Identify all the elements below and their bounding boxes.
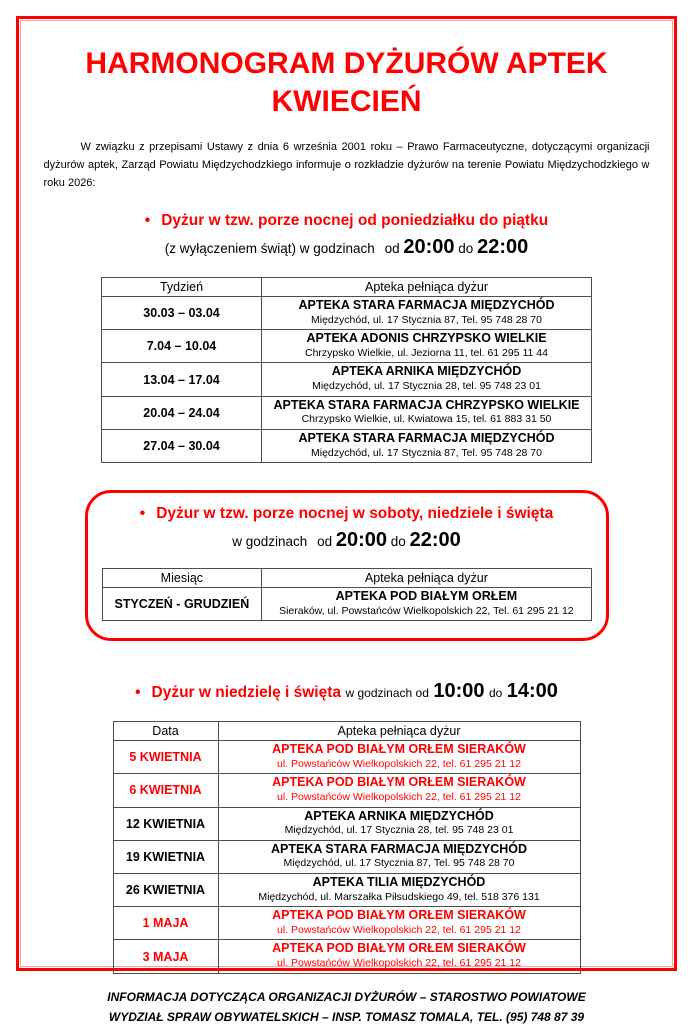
pharmacy-address: ul. Powstańców Wielkopolskich 22, tel. 61 295 21 12: [277, 790, 521, 803]
time-to: 22:00: [477, 236, 529, 259]
pharmacy-address: Międzychód, ul. 17 Stycznia 28, tel. 95 748 23 01: [312, 380, 541, 393]
time-from: 20:00: [403, 236, 455, 259]
table-header-row: [102, 278, 592, 297]
bullet-icon: •: [144, 212, 151, 230]
pharmacy-cell: [262, 297, 592, 330]
hours-phrase: w godzinach od: [345, 686, 429, 701]
hours-prefix: (z wyłączeniem świąt) w godzinach: [164, 241, 375, 257]
pharmacy-address: ul. Powstańców Wielkopolskich 22, tel. 61 295 21 12: [277, 757, 521, 770]
pharmacy-name: APTEKA STARA FARMACJA MIĘDZYCHÓD: [298, 430, 555, 445]
section-weekend-night-heading: [102, 505, 592, 523]
weekend-night-duty-box: [85, 490, 609, 641]
pharmacy-address: Chrzypsko Wielkie, ul. Jeziorna 11, tel. 61 295 11 44: [305, 346, 548, 359]
duty-date-cell: 27.04 – 30.04: [102, 429, 262, 462]
column-header-pharmacy: Apteka pełniąca dyżur: [262, 568, 591, 587]
section-weekend-night-hours: [102, 527, 592, 555]
pharmacy-name: APTEKA POD BIAŁYM ORŁEM: [335, 588, 518, 603]
sunday-duty-table: [113, 721, 581, 974]
pharmacy-name: APTEKA ADONIS CHRZYPSKO WIELKIE: [306, 331, 547, 346]
footer-contact-info: [28, 987, 665, 1027]
od-label: od: [317, 533, 333, 549]
column-header-pharmacy: Apteka pełniąca dyżur: [218, 722, 580, 741]
pharmacy-address: Sieraków, ul. Powstańców Wielkopolskich 22, Tel. 61 295 21 12: [279, 604, 574, 617]
footer-line1: INFORMACJA DOTYCZĄCA ORGANIZACJI DYŻURÓW – STAROSTWO POWIATOWE: [107, 989, 586, 1004]
page-title: [28, 45, 665, 122]
section-weekday-night-heading-text: Dyżur w tzw. porze nocnej od poniedziałku do piątku: [161, 212, 549, 230]
page-content: [28, 20, 665, 1027]
table-row: [102, 330, 592, 363]
column-header-date: Data: [113, 722, 218, 741]
time-to: 14:00: [506, 680, 558, 703]
column-header-month: Miesiąc: [102, 568, 262, 587]
duty-date-cell: 26 KWIETNIA: [113, 874, 218, 907]
pharmacy-name: APTEKA ARNIKA MIĘDZYCHÓD: [331, 364, 522, 379]
table-row: [113, 741, 580, 774]
duty-date-cell: 7.04 – 10.04: [102, 330, 262, 363]
pharmacy-name: APTEKA TILIA MIĘDZYCHÓD: [312, 875, 486, 890]
pharmacy-cell: [262, 330, 592, 363]
duty-date-cell: STYCZEŃ - GRUDZIEŃ: [102, 587, 262, 620]
page-title-line1: HARMONOGRAM DYŻURÓW APTEK: [85, 47, 608, 80]
duty-date-cell: 20.04 – 24.04: [102, 396, 262, 429]
duty-date-cell: 12 KWIETNIA: [113, 807, 218, 840]
table-header-row: [102, 568, 591, 587]
table-row: [113, 940, 580, 973]
pharmacy-cell: [218, 840, 580, 873]
pharmacy-cell: [218, 907, 580, 940]
do-label: do: [488, 686, 503, 701]
pharmacy-address: Międzychód, ul. 17 Stycznia 87, Tel. 95 748 28 70: [283, 857, 515, 870]
weekday-night-duty-table: [101, 277, 592, 463]
table-row: [113, 874, 580, 907]
pharmacy-name: APTEKA STARA FARMACJA MIĘDZYCHÓD: [298, 298, 555, 313]
table-row: [102, 363, 592, 396]
table-header-row: [113, 722, 580, 741]
pharmacy-address: Międzychód, ul. 17 Stycznia 87, Tel. 95 748 28 70: [311, 313, 542, 326]
hours-prefix: w godzinach: [232, 533, 308, 549]
pharmacy-address: ul. Powstańców Wielkopolskich 22, tel. 61 295 21 12: [277, 957, 521, 970]
pharmacy-cell: [218, 940, 580, 973]
pharmacy-cell: [262, 429, 592, 462]
duty-date-cell: 13.04 – 17.04: [102, 363, 262, 396]
pharmacy-name: APTEKA STARA FARMACJA CHRZYPSKO WIELKIE: [273, 397, 580, 412]
do-label: do: [390, 533, 406, 549]
time-from: 10:00: [433, 680, 485, 703]
section-weekday-night-hours: [28, 234, 665, 262]
section-weekend-night-heading-text: Dyżur w tzw. porze nocnej w soboty, niedziele i święta: [156, 505, 554, 523]
pharmacy-cell: [262, 363, 592, 396]
table-row: [102, 429, 592, 462]
footer-line2: WYDZIAŁ SPRAW OBYWATELSKICH – INSP. TOMASZ TOMALA, TEL. (95) 748 87 39: [108, 1010, 585, 1025]
table-row: [113, 807, 580, 840]
time-to: 22:00: [409, 528, 461, 551]
column-header-week: Tydzień: [102, 278, 262, 297]
duty-date-cell: 5 KWIETNIA: [113, 741, 218, 774]
table-row: [113, 840, 580, 873]
pharmacy-cell: [262, 396, 592, 429]
pharmacy-cell: [218, 741, 580, 774]
table-row: [102, 587, 591, 620]
pharmacy-address: Międzychód, ul. 17 Stycznia 87, Tel. 95 748 28 70: [311, 446, 542, 459]
duty-date-cell: 19 KWIETNIA: [113, 840, 218, 873]
pharmacy-cell: [262, 587, 591, 620]
pharmacy-name: APTEKA POD BIAŁYM ORŁEM SIERAKÓW: [272, 742, 526, 757]
section-sunday-heading-text: Dyżur w niedzielę i święta: [151, 684, 342, 702]
duty-date-cell: 1 MAJA: [113, 907, 218, 940]
pharmacy-name: APTEKA POD BIAŁYM ORŁEM SIERAKÓW: [272, 908, 526, 923]
bullet-icon: •: [135, 684, 141, 702]
do-label: do: [458, 241, 474, 257]
bullet-icon: •: [139, 505, 146, 523]
section-sunday-heading: [28, 678, 665, 706]
duty-date-cell: 30.03 – 03.04: [102, 297, 262, 330]
pharmacy-name: APTEKA ARNIKA MIĘDZYCHÓD: [304, 808, 494, 823]
table-row: [102, 396, 592, 429]
pharmacy-address: Międzychód, ul. Marszałka Piłsudskiego 49, tel. 518 376 131: [258, 890, 540, 903]
section-weekday-night-heading: [28, 212, 665, 230]
table-row: [102, 297, 592, 330]
duty-date-cell: 3 MAJA: [113, 940, 218, 973]
weekend-night-duty-table: [102, 568, 592, 621]
duty-date-cell: 6 KWIETNIA: [113, 774, 218, 807]
table-row: [113, 907, 580, 940]
pharmacy-name: APTEKA POD BIAŁYM ORŁEM SIERAKÓW: [272, 775, 526, 790]
pharmacy-address: Chrzypsko Wielkie, ul. Kwiatowa 15, tel. 61 883 31 50: [301, 413, 552, 426]
pharmacy-cell: [218, 807, 580, 840]
page-title-line2: KWIECIEŃ: [271, 85, 422, 119]
pharmacy-cell: [218, 874, 580, 907]
pharmacy-name: APTEKA POD BIAŁYM ORŁEM SIERAKÓW: [272, 941, 526, 956]
pharmacy-cell: [218, 774, 580, 807]
column-header-pharmacy: Apteka pełniąca dyżur: [262, 278, 592, 297]
intro-paragraph: W związku z przepisami Ustawy z dnia 6 września 2001 roku – Prawo Farmaceutyczne, dotyczącymi organizacji dyżurów aptek, Zarząd Powiatu Międzychodzkiego informuje o rozkładzie dyżurów na terenie Powiatu Międzychodzkiego w roku 2026:: [43, 140, 650, 190]
time-from: 20:00: [335, 528, 388, 551]
od-label: od: [384, 241, 400, 257]
pharmacy-address: ul. Powstańców Wielkopolskich 22, tel. 61 295 21 12: [277, 923, 521, 936]
table-row: [113, 774, 580, 807]
pharmacy-address: Międzychód, ul. 17 Stycznia 28, tel. 95 748 23 01: [284, 824, 514, 837]
pharmacy-name: APTEKA STARA FARMACJA MIĘDZYCHÓD: [270, 841, 528, 856]
